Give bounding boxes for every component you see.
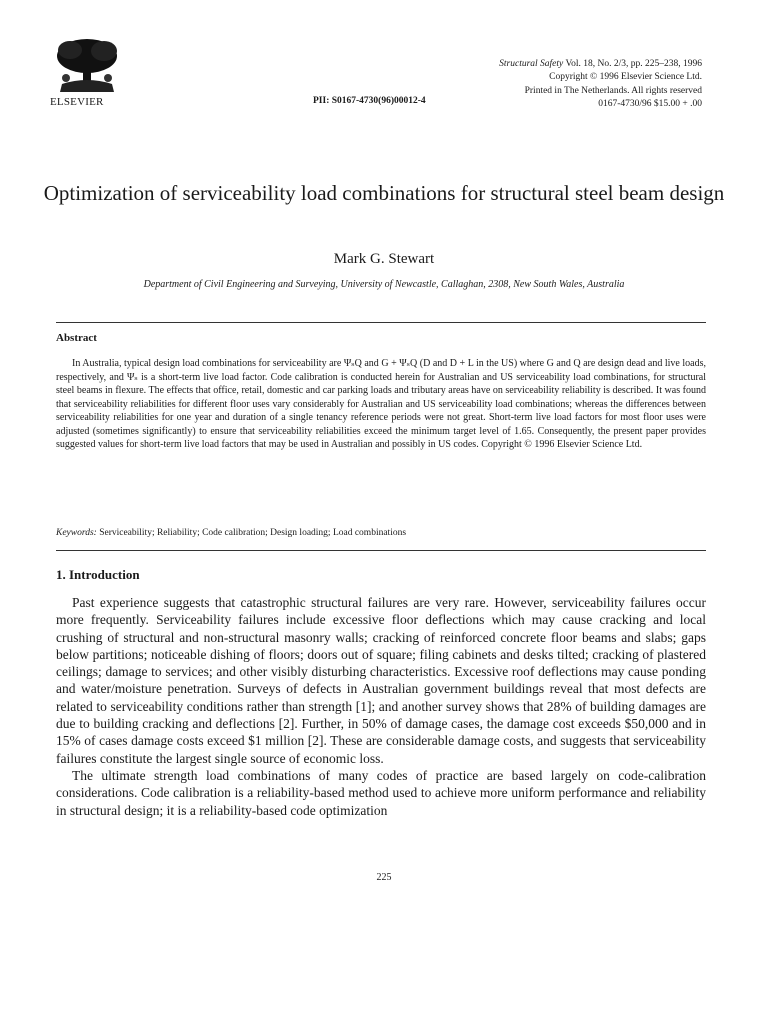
abstract-text: In Australia, typical design load combinations for serviceability are ΨₛQ and G + ΨₛQ (D and D + L in the US) where G and Q are design dead and live loads, respectively, and Ψₛ is a short-term live load factor. Code calibration is conducted herein for Australian and US serviceability load combinations, for structural steel beams in flexure. The effects that office, retail, domestic and car parking loads and tributary areas have on serviceability reliability is described. It was found that serviceability reliabilities for different floor uses vary considerably for Australian and US serviceability load combinations; whereas the differences between serviceability reliabilities for one year and duration of a single tenancy reference periods were not great. Short-term live load factors for most floor uses were adjusted (sometimes significantly) to ensure that serviceability reliabilities exceed the minimum target level of 1.65. Consequently, the present paper provides suggested values for short-term live load factors that may be used in Australian and possibly in US codes. Copyright © 1996 Elsevier Science Ltd. [56,358,706,450]
copyright-line: Copyright © 1996 Elsevier Science Ltd. [549,72,702,83]
intro-paragraph-2: The ultimate strength load combinations of many codes of practice are based largely on code-calibration considerations. Code calibration is a reliability-based method used to achieve more uniform performance and reliability in structural design; it is a reliability-based code optimization [56,767,706,818]
issn-line: 0167-4730/96 $15.00 + .00 [598,98,702,109]
elsevier-tree-icon [52,36,122,94]
paper-title: Optimization of serviceability load combinations for structural steel beam design [43,181,725,205]
journal-name: Structural Safety [499,59,564,69]
publisher-logo [50,36,130,108]
publisher-name: ELSEVIER [50,96,104,108]
keywords-line [56,528,706,538]
journal-volume: Vol. 18, No. 2/3, pp. 225–238, 1996 [563,59,702,69]
journal-citation [499,58,702,111]
paper-author: Mark G. Stewart [333,251,435,267]
keywords-label: Keywords: [56,528,97,538]
abstract-top-rule [56,322,706,323]
pii-code: PII: S0167-4730(96)00012-4 [313,96,426,106]
abstract-bottom-rule [56,550,706,551]
keywords-text: Serviceability; Reliability; Code calibration; Design loading; Load combinations [96,528,407,538]
author-affiliation: Department of Civil Engineering and Surveying, University of Newcastle, Callaghan, 2308, New South Wales, Australia [143,279,625,290]
page-number: 225 [376,872,392,883]
intro-paragraph-1: Past experience suggests that catastrophic structural failures are very rare. However, serviceability failures occur more frequently. Serviceability failures include excessive floor deflections which may cause cracking and local crushing of structural and non-structural masonry walls; cracking of reinforced concrete floor beams and slabs; gaps below partitions; noticeable dishing of floors; doors out of square; filing cabinets and desks tilted; cracking of plastered ceilings; damage to services; and other visibly disturbing characteristics. Excessive roof deflections may cause ponding and water/moisture penetration. Surveys of defects in Australian government buildings reveal that most defects are related to serviceability conditions rather than strength [1]; and another survey shows that 28% of building damages are due to building cracking and deflections [2]. Further, in 50% of damage cases, the damage cost exceeds $50,000 and in 15% of cases damage costs exceed $1 million [2]. These are considerable damage costs, and suggests that serviceability failures constitute the largest single source of economic loss. [56,595,706,766]
abstract-heading: Abstract [56,332,97,344]
introduction-body [56,594,706,819]
section-heading-introduction: 1. Introduction [56,567,140,582]
journal-reference-line [499,58,702,71]
printed-line: Printed in The Netherlands. All rights reserved [524,85,702,96]
